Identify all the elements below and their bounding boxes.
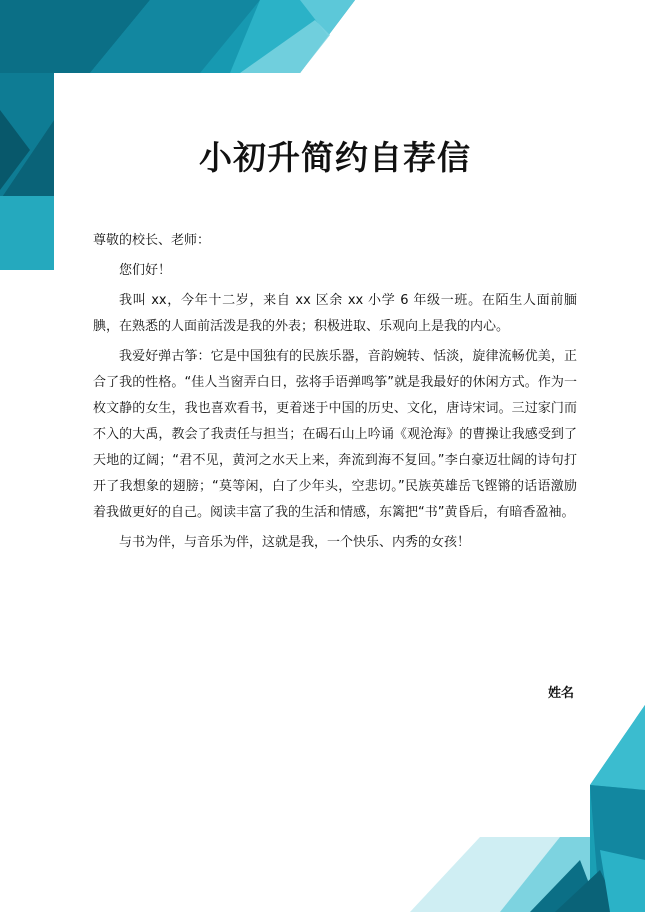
salutation: 尊敬的校长、老师：	[93, 233, 211, 248]
paragraph-intro: 我叫 xx，今年十二岁，来自 xx 区余 xx 小学 6 年级一班。在陌生人面前腼腆，在熟悉的人面前活泼是我的外表；积极进取、乐观向上是我的内心。	[93, 293, 577, 334]
signature-name: 姓名	[547, 686, 574, 701]
bottom-right-geometric-decoration	[410, 705, 645, 912]
document-title: 小初升简约自荐信	[199, 138, 471, 177]
paragraph-hobbies: 我爱好弹古筝：它是中国独有的民族乐器，音韵婉转、恬淡，旋律流畅优美，正合了我的性格。“佳人当窗弄白日，弦将手语弹鸣筝”就是我最好的休闲方式。作为一枚文静的女生，我也喜欢看书，更着迷于中国的历史、文化，唐诗宋词。三过家门而不入的大禹，教会了我责任与担当；在碣石山上吟诵《观沧海》的曹操让我感受到了天地的辽阔；“君不见，黄河之水天上来，奔流到海不复回。”李白豪迈壮阔的诗句打开了我想象的翅膀；“莫等闲，白了少年头，空悲切。”民族英雄岳飞铿锵的话语激励着我做更好的自己。阅读丰富了我的生活和情感，东篱把“书”黄昏后，有暗香盈袖。	[93, 349, 577, 520]
paragraph-closing: 与书为伴，与音乐为伴，这就是我，一个快乐、内秀的女孩！	[119, 535, 471, 550]
greeting: 您们好！	[119, 263, 172, 278]
letter-body	[93, 228, 577, 560]
